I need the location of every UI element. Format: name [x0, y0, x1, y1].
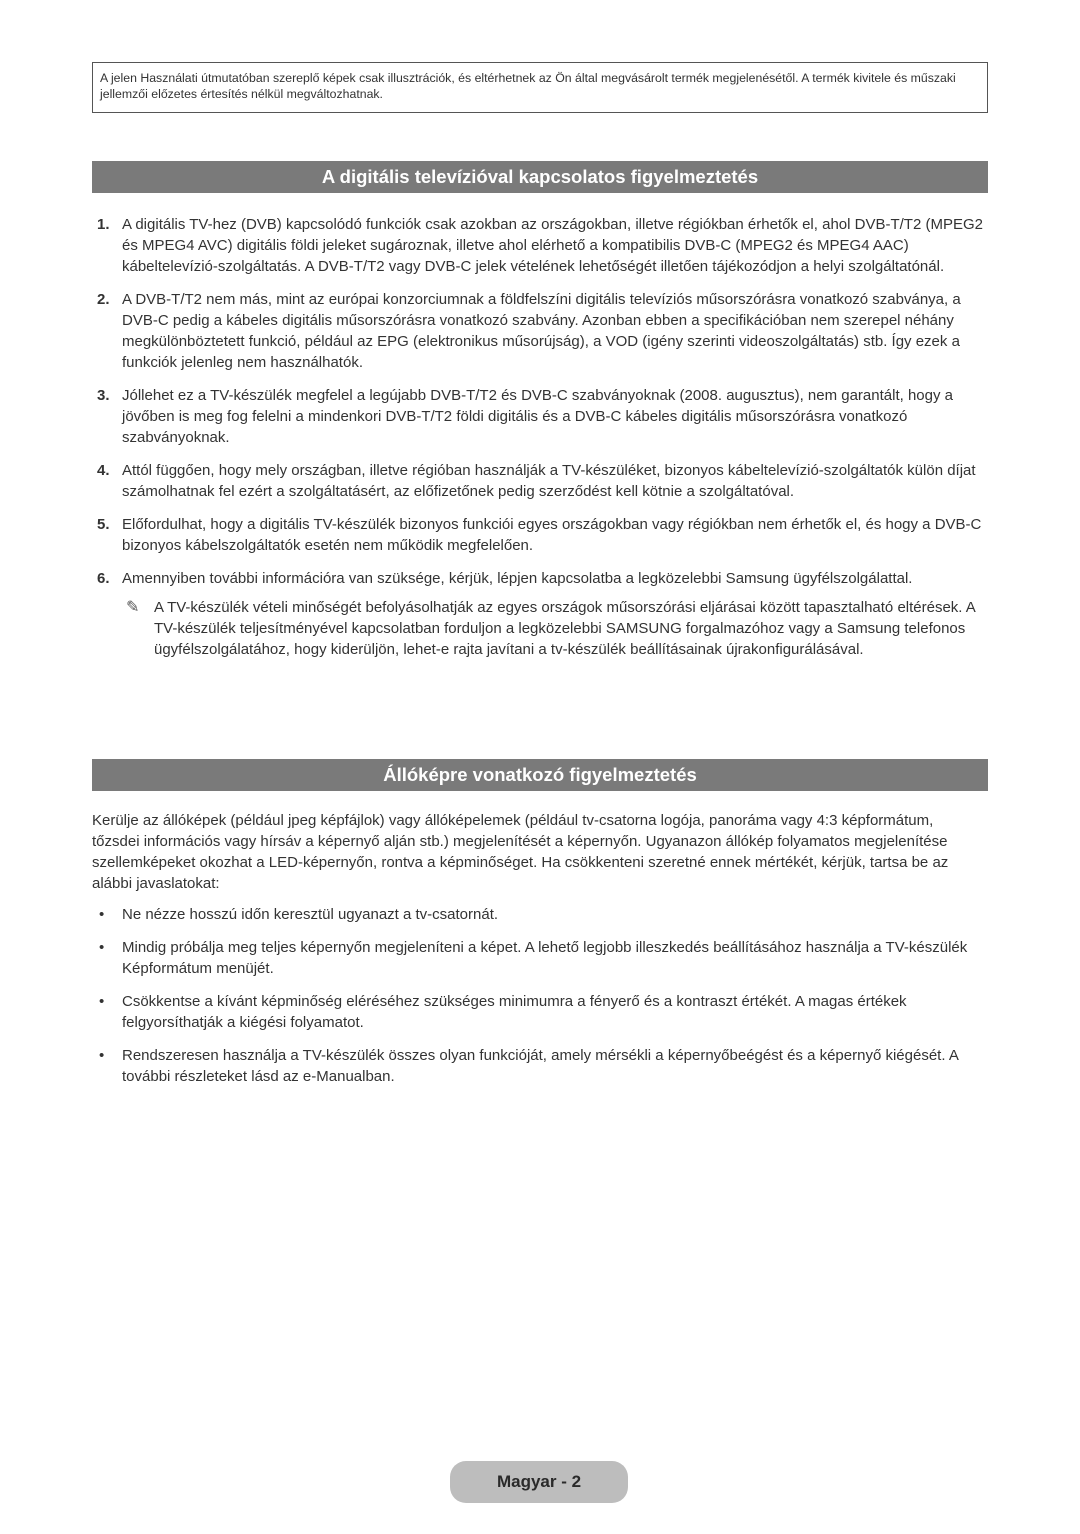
bullet-icon: •	[99, 939, 105, 956]
item-number: 2.	[97, 291, 110, 308]
item-text: A digitális TV-hez (DVB) kapcsolódó funkciók csak azokban az országokban, illetve régiókban érhetők el, ahol DVB-T/T2 (MPEG2 és MPEG4 AVC) digitális földi jeleket sugároznak, illetve ahol elérhető a kompatibilis DVB-C (MPEG2 és MPEG4 AAC) kábeltelevízió-szolgáltatás. A DVB-T/T2 vagy DVB-C jelek vételének lehetőségét illetően tájékozódjon a helyi szolgáltatónál.	[122, 216, 983, 275]
list-item	[92, 289, 992, 373]
item-text: A DVB-T/T2 nem más, mint az európai konzorciumnak a földfelszíni digitális televíziós műsorszórásra vonatkozó szabványa, a DVB-C pedig a kábeles digitális műsorszórásra vonatkozó szabvány. Azonban ebben a specifikációban nem szerepel néhány megkülönböztetett funkció, például az EPG (elektronikus műsorújság), a VOD (igény szerinti videoszolgáltatás) stb. Így ezek a funkciók jelenleg nem használhatók.	[122, 291, 961, 371]
note-block	[92, 597, 992, 660]
list-item	[92, 568, 992, 589]
item-number: 3.	[97, 387, 110, 404]
list-item	[92, 1045, 992, 1087]
page-number-badge: Magyar - 2	[450, 1461, 628, 1503]
digital-tv-warning-list	[92, 214, 992, 660]
bullet-text: Mindig próbálja meg teljes képernyőn megjeleníteni a képet. A lehető legjobb illeszkedés beállításához használja a TV-készülék Képformátum menüjét.	[122, 939, 968, 977]
bullet-icon: •	[99, 993, 105, 1010]
list-item	[92, 514, 992, 556]
section-title-still-image: Állóképre vonatkozó figyelmeztetés	[92, 759, 988, 791]
bullet-text: Csökkentse a kívánt képminőség eléréséhez szükséges minimumra a fényerő és a kontraszt értékét. A magas értékek felgyorsíthatják a kiégési folyamatot.	[122, 993, 907, 1031]
bullet-text: Ne nézze hosszú időn keresztül ugyanazt a tv-csatornát.	[122, 906, 499, 923]
item-number: 5.	[97, 516, 110, 533]
item-text: Attól függően, hogy mely országban, illetve régióban használják a TV-készüléket, bizonyos kábeltelevízió-szolgáltatók külön díjat számolhatnak fel ezért a szolgáltatásért, az előfizetőnek pedig szerződést kell kötnie a szolgáltatóval.	[122, 462, 976, 500]
item-text: Előfordulhat, hogy a digitális TV-készülék bizonyos funkciói egyes országokban vagy régiókban nem érhetők el, és hogy a DVB-C bizonyos kábelszolgáltatók esetén nem működik megfelelően.	[122, 516, 982, 554]
still-image-bullet-list	[92, 904, 992, 1099]
item-number: 6.	[97, 570, 110, 587]
item-number: 4.	[97, 462, 110, 479]
section-title-digital-tv: A digitális televízióval kapcsolatos figyelmeztetés	[92, 161, 988, 193]
item-number: 1.	[97, 216, 110, 233]
bullet-icon: •	[99, 906, 105, 923]
pencil-icon: ✎	[126, 599, 140, 616]
bullet-icon: •	[99, 1047, 105, 1064]
disclaimer-notice: A jelen Használati útmutatóban szereplő képek csak illusztrációk, és eltérhetnek az Ön által megvásárolt termék megjelenésétől. A termék kivitele és műszaki jellemzői előzetes értesítés nélkül megváltozhatnak.	[92, 62, 988, 113]
list-item	[92, 937, 992, 979]
list-item	[92, 991, 992, 1033]
list-item	[92, 904, 992, 925]
list-item	[92, 385, 992, 448]
list-item	[92, 214, 992, 277]
item-text: Jóllehet ez a TV-készülék megfelel a legújabb DVB-T/T2 és DVB-C szabványoknak (2008. augusztus), nem garantált, hogy a jövőben is meg fog felelni a mindenkori DVB-T/T2 földi digitális és a DVB-C kábeles digitális műsorszórásra vonatkozó szabványoknak.	[122, 387, 953, 446]
note-text: A TV-készülék vételi minőségét befolyásolhatják az egyes országok műsorszórási eljárásai között tapasztalható eltérések. A TV-készülék teljesítményével kapcsolatban forduljon a legközelebbi SAMSUNG forgalmazóhoz vagy a Samsung telefonos ügyfélszolgálatához, hogy kiderüljön, lehet-e rajta javítani a tv-készülék beállításainak újrakonfigurálásával.	[154, 599, 975, 658]
item-text: Amennyiben további információra van szüksége, kérjük, lépjen kapcsolatba a legközelebbi Samsung ügyfélszolgálattal.	[122, 570, 913, 587]
list-item	[92, 460, 992, 502]
bullet-text: Rendszeresen használja a TV-készülék összes olyan funkcióját, amely mérsékli a képernyőbeégést és a képernyő kiégését. A további részleteket lásd az e-Manualban.	[122, 1047, 959, 1085]
still-image-intro: Kerülje az állóképek (például jpeg képfájlok) vagy állóképelemek (például tv-csatorna logója, panoráma vagy 4:3 képformátum, tőzsdei információs vagy hírsáv a képernyő alján stb.) megjelenítését a képernyőn. Ugyanazon állókép folyamatos megjelenítése szellemképeket okozhat a LED-képernyőn, rontva a képminőséget. Ha csökkenteni szeretné ennek mértékét, kérjük, tartsa be az alábbi javaslatokat:	[92, 812, 949, 892]
